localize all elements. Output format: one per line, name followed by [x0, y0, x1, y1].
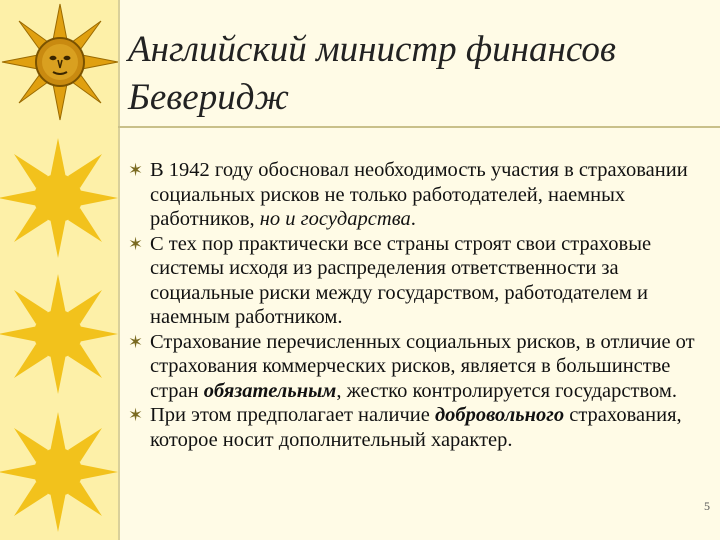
bullet-list: [128, 158, 708, 452]
bullet-text: страхования, которое носит дополнительный характер.: [150, 404, 682, 451]
star-bullet-icon: ✶: [128, 405, 144, 425]
sun-icon: [0, 402, 118, 540]
bullet-emphasis: но и государства: [259, 208, 411, 230]
title-line-1: Английский министр финансов: [128, 29, 616, 70]
bullet-text: С тех пор практически все страны строят свои страховые системы исходя из распределения ответственности за социальные риски между государством, работодателем и наемным работником.: [150, 232, 652, 328]
bullet-item: [128, 158, 708, 232]
bullet-emphasis: обязательным: [203, 379, 337, 402]
slide-title: [128, 26, 708, 122]
bullet-text: Страхование перечисленных социальных рисков, в отличие от страхования коммерческих рисков, является в большинстве стран: [150, 330, 695, 402]
bullet-item: [128, 403, 708, 452]
star-bullet-icon: ✶: [128, 160, 144, 180]
bullet-text: .: [410, 208, 416, 230]
title-line-2: Беверидж: [128, 77, 289, 118]
bullet-item: [128, 330, 708, 404]
title-divider: [118, 126, 720, 128]
sun-icon: [0, 266, 118, 402]
star-bullet-icon: ✶: [128, 331, 144, 352]
bullet-text: В 1942 году обосновал необходимость участия в страховании социальных рисков не только работодателей, наемных работников,: [150, 159, 688, 230]
sun-icon: [0, 130, 118, 266]
star-bullet-icon: ✶: [128, 233, 144, 254]
bullet-item: [128, 232, 708, 330]
sun-face-icon: [0, 0, 118, 130]
page-number: 5: [704, 499, 710, 513]
sidebar-divider: [118, 0, 120, 540]
bullet-text: При этом предполагает наличие: [150, 404, 435, 426]
bullet-text: , жестко контролируется государством.: [336, 379, 677, 402]
bullet-emphasis: добровольного: [435, 404, 565, 426]
decorative-sidebar: [0, 0, 118, 540]
